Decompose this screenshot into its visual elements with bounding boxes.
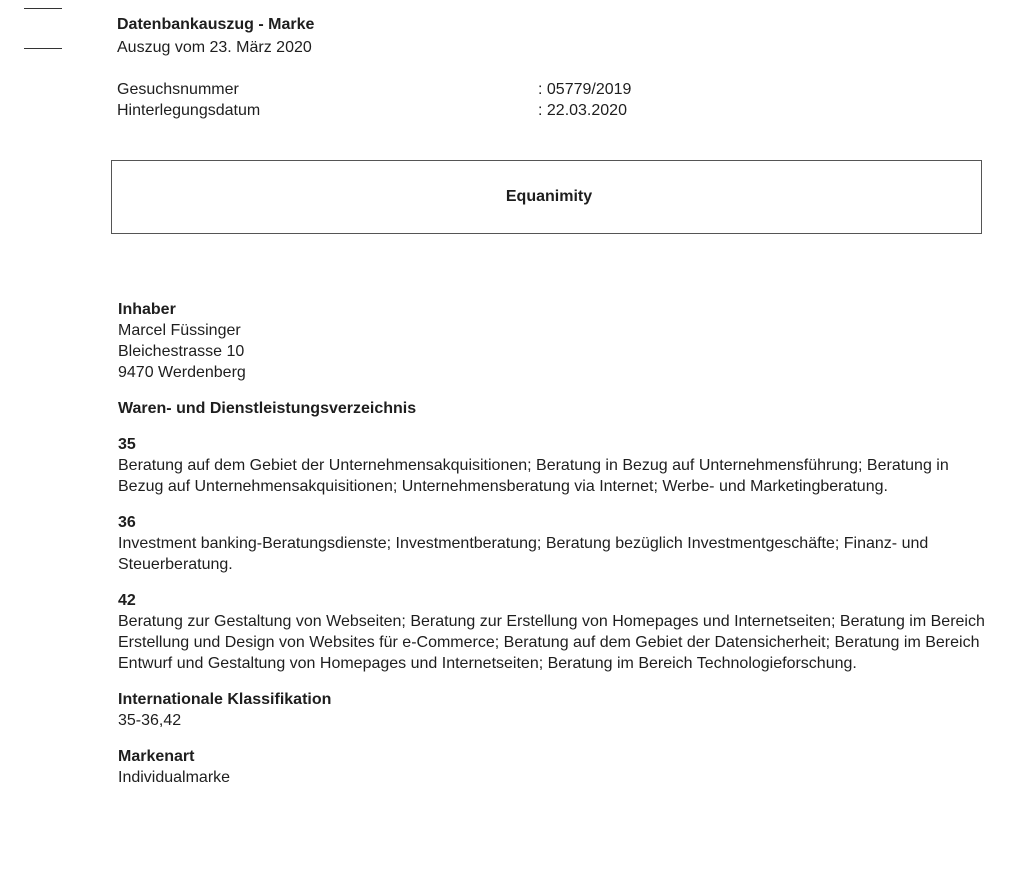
class-description: Investment banking-Beratungsdienste; Investmentberatung; Beratung bezüglich Investmentgeschäfte; Finanz- und Steuerberatung. — [118, 535, 929, 573]
document-header — [117, 13, 314, 59]
class-entry — [118, 434, 988, 497]
classification-heading: Internationale Klassifikation — [118, 691, 332, 708]
class-number: 36 — [118, 514, 136, 531]
application-number-label: Gesuchsnummer — [117, 81, 239, 98]
mark-type-section — [118, 746, 988, 788]
document-title: Datenbankauszug - Marke — [117, 16, 315, 33]
application-number-value: : 05779/2019 — [538, 81, 632, 98]
document-body — [118, 299, 988, 788]
goods-services-heading: Waren- und Dienstleistungsverzeichnis — [118, 400, 417, 417]
class-description: Beratung auf dem Gebiet der Unternehmensakquisitionen; Beratung in Bezug auf Unternehmensführung; Beratung in Bezug auf Unternehmensakquisitionen; Unternehmensberatung via Internet; Werbe- und Marketingberatung. — [118, 457, 949, 495]
class-description: Beratung zur Gestaltung von Webseiten; Beratung zur Erstellung von Homepages und Internetseiten; Beratung im Bereich Erstellung und Design von Websites für e-Commerce; Beratung auf dem Gebiet der Datensicherheit; Beratung im Bereich Entwurf und Gestaltung von Homepages und Internetseiten; Beratung im Bereich Technologieforschung. — [118, 613, 985, 672]
classification-section — [118, 689, 988, 731]
class-entry — [118, 590, 988, 674]
filing-date-value: : 22.03.2020 — [538, 102, 627, 119]
owner-name: Marcel Füssinger — [118, 322, 241, 339]
goods-services-heading-block — [118, 398, 988, 419]
owner-street: Bleichestrasse 10 — [118, 343, 245, 360]
mark-type-heading: Markenart — [118, 748, 195, 765]
class-number: 35 — [118, 436, 136, 453]
extract-date: Auszug vom 23. März 2020 — [117, 39, 312, 56]
mark-type-value: Individualmarke — [118, 769, 231, 786]
owner-section — [118, 299, 988, 383]
filing-date-label: Hinterlegungsdatum — [117, 102, 261, 119]
class-number: 42 — [118, 592, 136, 609]
classification-value: 35-36,42 — [118, 712, 182, 729]
owner-heading: Inhaber — [118, 301, 176, 318]
class-entry — [118, 512, 988, 575]
trademark-name: Equanimity — [505, 188, 593, 205]
punch-mark — [24, 48, 62, 49]
owner-city: 9470 Werdenberg — [118, 364, 246, 381]
trademark-box — [111, 160, 982, 234]
punch-mark — [24, 8, 62, 9]
